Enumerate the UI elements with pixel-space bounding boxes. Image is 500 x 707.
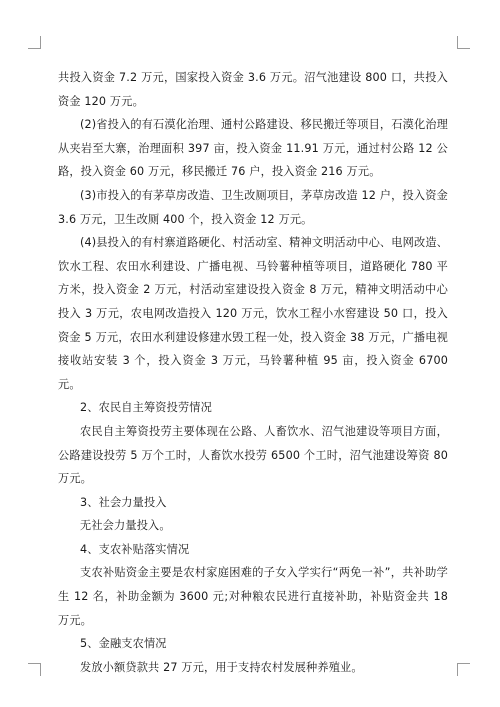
paragraph-social-investment: 无社会力量投入。 [80, 519, 171, 533]
document-body [58, 66, 448, 679]
paragraph-financial-support: 发放小额贷款共 27 万元，用于支持农村发展种养殖业。 [80, 660, 363, 674]
section-heading-farmer-self-funding: 2、农民自主筹资投劳情况 [80, 401, 212, 415]
paragraph-farmer-self-funding: 农民自主筹资投劳主要体现在公路、人畜饮水、沼气池建设等项目方面，公路建设投劳 5 万个工时，人畜饮水投劳 6500 个工时，沼气池建设筹资 80 万元。 [58, 424, 448, 486]
paragraph-city-investment: (3)市投入的有茅草房改造、卫生改厕项目，茅草房改造 12 户，投入资金 3.6 万元，卫生改厕 400 个，投入资金 12 万元。 [58, 188, 448, 226]
crop-mark-bottom-right [457, 663, 470, 676]
crop-mark-bottom-left [28, 663, 41, 676]
paragraph-county-investment: (4)县投入的有村寨道路硬化、村活动室、精神文明活动中心、电网改造、饮水工程、农田水利建设、广播电视、马铃薯种植等项目，道路硬化 780 平方米，投入资金 2 万元，村活动室建设投入资金 8 万元，精神文明活动中心投入 3 万元，农电网改造投入 120 万元，饮水工程小水窖建设 50 口，投入资金 5 万元，农田水利建设修建水毁工程一处，投入资金 38 万元，广播电视接收站安装 3 个，投入资金 3 万元，马铃薯种植 95 亩，投入资金 6700 元。 [58, 236, 448, 391]
crop-mark-top-right [457, 36, 470, 49]
paragraph-funding-summary: 共投入资金 7.2 万元，国家投入资金 3.6 万元。沼气池建设 800 口，共投入资金 120 万元。 [58, 71, 448, 108]
crop-mark-top-left [28, 36, 41, 49]
paragraph-agricultural-subsidy: 支农补贴资金主要是农村家庭困难的子女入学实行“两免一补”，共补助学生 12 名，补助金额为 3600 元;对种粮农民进行直接补助，补贴资金共 18 万元。 [58, 566, 448, 627]
section-heading-financial-support: 5、金融支农情况 [80, 637, 167, 651]
section-heading-agricultural-subsidy: 4、支农补贴落实情况 [80, 542, 190, 556]
section-heading-social-investment: 3、社会力量投入 [80, 495, 167, 509]
paragraph-provincial-investment: (2)省投入的有石漠化治理、通村公路建设、移民搬迁等项目，石漠化治理从夹岩至大寨，治理面积 397 亩，投入资金 11.91 万元，通过村公路 12 公路，投入资金 60 万元，移民搬迁 76 户，投入资金 216 万元。 [58, 118, 448, 179]
